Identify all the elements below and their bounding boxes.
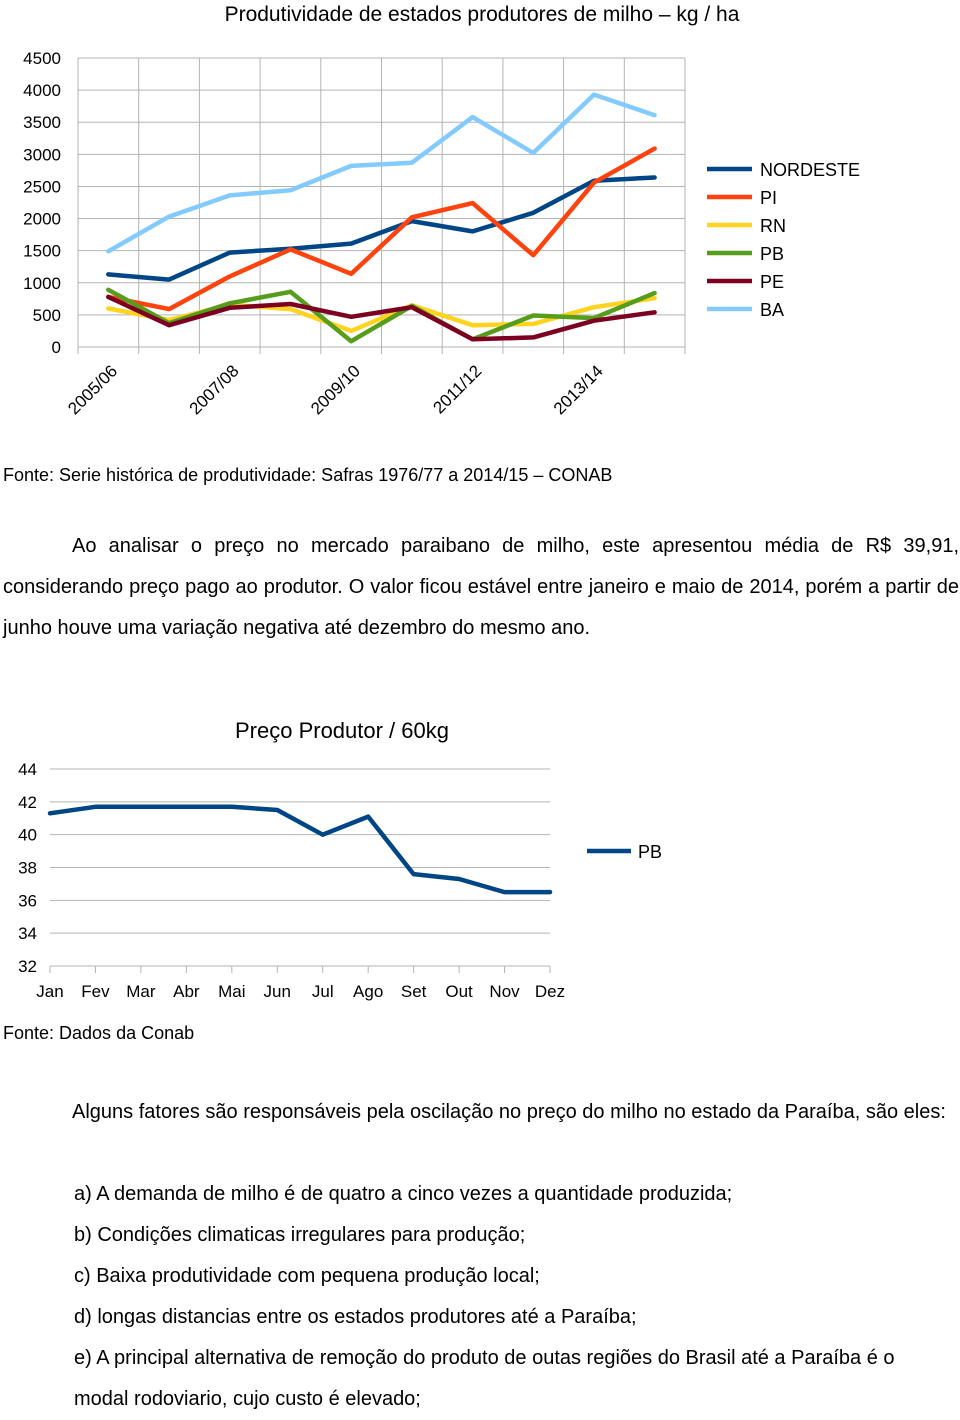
factor-item: b) Condições climaticas irregulares para produção; xyxy=(74,1224,526,1246)
x-tick-label: Jul xyxy=(311,982,334,1001)
x-tick-label: 2013/14 xyxy=(549,361,607,419)
x-tick-label: Mar xyxy=(126,982,156,1001)
paragraph-price-analysis-text: Ao analisar o preço no mercado paraibano de milho, este apresentou média de R$ 39,91, considerando preço pago ao produtor. O valor ficou estável entre janeiro e maio de 2014, porém a partir de junho houve uma variação negativa até dezembro do mesmo ano. xyxy=(3,535,959,639)
y-tick-label: 44 xyxy=(18,760,37,779)
factor-item: e) A principal alternativa de remoção do produto de outas regiões do Brasil até a Paraíba é o modal rodoviario, cujo custo é elevado; xyxy=(74,1347,895,1410)
chart2-source: Fonte: Dados da Conab xyxy=(3,1023,195,1043)
factor-item: a) A demanda de milho é de quatro a cinco vezes a quantidade produzida; xyxy=(74,1183,733,1205)
legend-label: RN xyxy=(760,216,786,236)
paragraph-factors-intro-text: Alguns fatores são responsáveis pela oscilação no preço do milho no estado da Paraíba, são eles: xyxy=(72,1101,946,1123)
y-tick-label: 38 xyxy=(18,858,37,878)
y-tick-label: 1000 xyxy=(23,273,61,293)
y-tick-label: 34 xyxy=(18,924,37,944)
y-tick-label: 3000 xyxy=(23,145,61,165)
x-tick-label: Nov xyxy=(489,982,520,1001)
x-tick-label: 2011/12 xyxy=(429,361,486,418)
y-tick-label: 2000 xyxy=(23,209,61,229)
x-tick-label: Set xyxy=(400,982,427,1001)
y-tick-label: 500 xyxy=(32,305,61,325)
x-tick-label: Dez xyxy=(534,982,566,1001)
y-tick-label: 4000 xyxy=(23,81,61,101)
x-tick-label: 2007/08 xyxy=(185,361,243,419)
price-chart xyxy=(0,700,960,1010)
x-tick-label: Out xyxy=(445,982,473,1001)
y-tick-label: 32 xyxy=(18,957,37,976)
paragraph-price-analysis xyxy=(3,526,959,649)
chart1-source: Fonte: Serie histórica de produtividade: Safras 1976/77 a 2014/15 – CONAB xyxy=(3,465,613,485)
y-tick-label: 3500 xyxy=(23,113,61,133)
chart-title: Preço Produtor / 60kg xyxy=(234,718,450,743)
x-tick-label: Jan xyxy=(36,982,64,1001)
y-tick-label: 2500 xyxy=(23,177,61,197)
x-tick-label: 2005/06 xyxy=(64,361,122,419)
x-tick-label: Abr xyxy=(173,982,200,1001)
y-tick-label: 42 xyxy=(18,792,37,812)
legend-label: PE xyxy=(760,272,785,292)
x-tick-label: Ago xyxy=(353,982,384,1001)
legend-label: PB xyxy=(760,244,785,264)
y-tick-label: 0 xyxy=(51,338,61,357)
factor-item: d) longas distancias entre os estados produtores até a Paraíba; xyxy=(74,1306,637,1328)
paragraph-factors-intro xyxy=(3,1092,959,1133)
factors-list xyxy=(74,1174,954,1420)
chart-title: Produtividade de estados produtores de milho – kg / ha xyxy=(224,3,740,26)
y-tick-label: 40 xyxy=(18,825,37,845)
x-tick-label: Fev xyxy=(81,982,110,1001)
y-tick-label: 36 xyxy=(18,891,37,911)
legend-label: PI xyxy=(760,188,778,208)
x-tick-label: Jun xyxy=(263,982,291,1001)
y-tick-label: 1500 xyxy=(23,241,61,261)
x-tick-label: Mai xyxy=(218,982,246,1001)
productivity-chart xyxy=(0,0,960,440)
y-tick-label: 4500 xyxy=(23,49,61,68)
x-tick-label: 2009/10 xyxy=(307,361,364,419)
factor-item: c) Baixa produtividade com pequena produção local; xyxy=(74,1265,540,1287)
series-line-pb xyxy=(50,807,550,892)
legend-label: NORDESTE xyxy=(760,160,861,180)
legend-label: PB xyxy=(638,842,663,862)
legend-label: BA xyxy=(760,300,785,320)
